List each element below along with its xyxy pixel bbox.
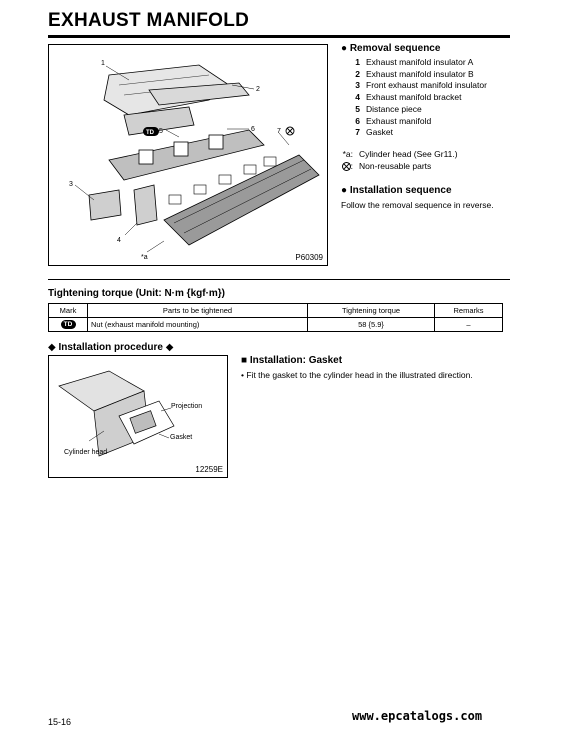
- torque-table: [48, 303, 503, 332]
- list-item: 6 Exhaust manifold: [355, 115, 432, 126]
- cylinder-head-label: Cylinder head: [64, 449, 108, 456]
- table-row: [49, 318, 503, 332]
- installation-procedure-heading: ◆ Installation procedure ◆: [48, 342, 174, 353]
- callout-5: 5: [159, 128, 163, 135]
- callout-3: 3: [69, 181, 73, 188]
- col-remarks: Remarks: [435, 304, 503, 318]
- list-item: 2 Exhaust manifold insulator B: [355, 68, 474, 79]
- note-row: : Non-reusable parts: [326, 160, 458, 172]
- td-callout-badge: [143, 127, 159, 136]
- list-item: 1 Exhaust manifold insulator A: [355, 57, 474, 67]
- list-item: 3 Front exhaust manifold insulator: [355, 80, 487, 91]
- removal-notes: [326, 148, 458, 172]
- col-mark: Mark: [49, 304, 88, 318]
- svg-text:TD: TD: [146, 130, 154, 136]
- torque-heading: Tightening torque (Unit: N·m {kgf·m}): [48, 288, 226, 299]
- mark-cell: [49, 318, 88, 332]
- removal-heading: [341, 43, 440, 54]
- section-divider: [48, 279, 510, 280]
- part-cell: Nut (exhaust manifold mounting): [88, 318, 308, 332]
- remarks-cell: –: [435, 318, 503, 332]
- diamond-icon: ◆: [48, 342, 56, 353]
- td-badge: TD: [61, 320, 76, 329]
- page-number: 15-16: [48, 717, 72, 727]
- gasket-subheading: ■ Installation: Gasket: [241, 355, 343, 366]
- square-bullet-icon: ■: [241, 355, 248, 366]
- installation-sequence-text: Follow the removal sequence in reverse.: [341, 200, 494, 210]
- callout-a: *a: [141, 254, 148, 261]
- removal-heading-label: Removal sequence: [349, 43, 441, 54]
- callout-6: 6: [251, 126, 255, 133]
- col-parts: Parts to be tightened: [88, 304, 308, 318]
- bullet-icon: •: [241, 370, 244, 380]
- callout-1: 1: [101, 60, 105, 67]
- projection-label: Projection: [171, 403, 203, 410]
- gasket-instruction: • Fit the gasket to the cylinder head in the illustrated direction.: [241, 370, 473, 380]
- watermark-url: www.epcatalogs.com: [352, 709, 483, 723]
- non-reusable-icon: [342, 162, 351, 171]
- note-row: *a: Cylinder head (See Gr11.): [342, 149, 458, 159]
- list-item: 5 Distance piece: [355, 103, 422, 114]
- callout-4: 4: [117, 237, 121, 244]
- exploded-view-figure: [48, 44, 328, 266]
- callout-7: 7: [277, 128, 281, 135]
- bullet-dot-icon: ●: [341, 185, 348, 196]
- page-title: EXHAUST MANIFOLD: [48, 10, 250, 31]
- exhaust-manifold-illustration: [49, 45, 327, 265]
- gasket-label: Gasket: [170, 434, 193, 441]
- bullet-dot-icon: ●: [341, 43, 348, 54]
- installation-sequence-heading: ● Installation sequence: [341, 185, 452, 196]
- table-header-row: [49, 304, 503, 318]
- figure-code: 12259E: [195, 465, 223, 474]
- removal-list: [340, 57, 487, 139]
- diamond-icon: ◆: [165, 342, 174, 353]
- title-rule: [48, 35, 510, 38]
- col-torque: Tightening torque: [308, 304, 435, 318]
- callout-2: 2: [256, 86, 260, 93]
- figure-code: P60309: [295, 253, 323, 262]
- torque-cell: 58 {5.9}: [308, 318, 435, 332]
- non-reusable-callout-icon: [286, 127, 294, 135]
- list-item: 7 Gasket: [355, 127, 393, 138]
- list-item: 4 Exhaust manifold bracket: [355, 92, 462, 103]
- gasket-illustration: [49, 356, 227, 477]
- gasket-figure: [48, 355, 228, 478]
